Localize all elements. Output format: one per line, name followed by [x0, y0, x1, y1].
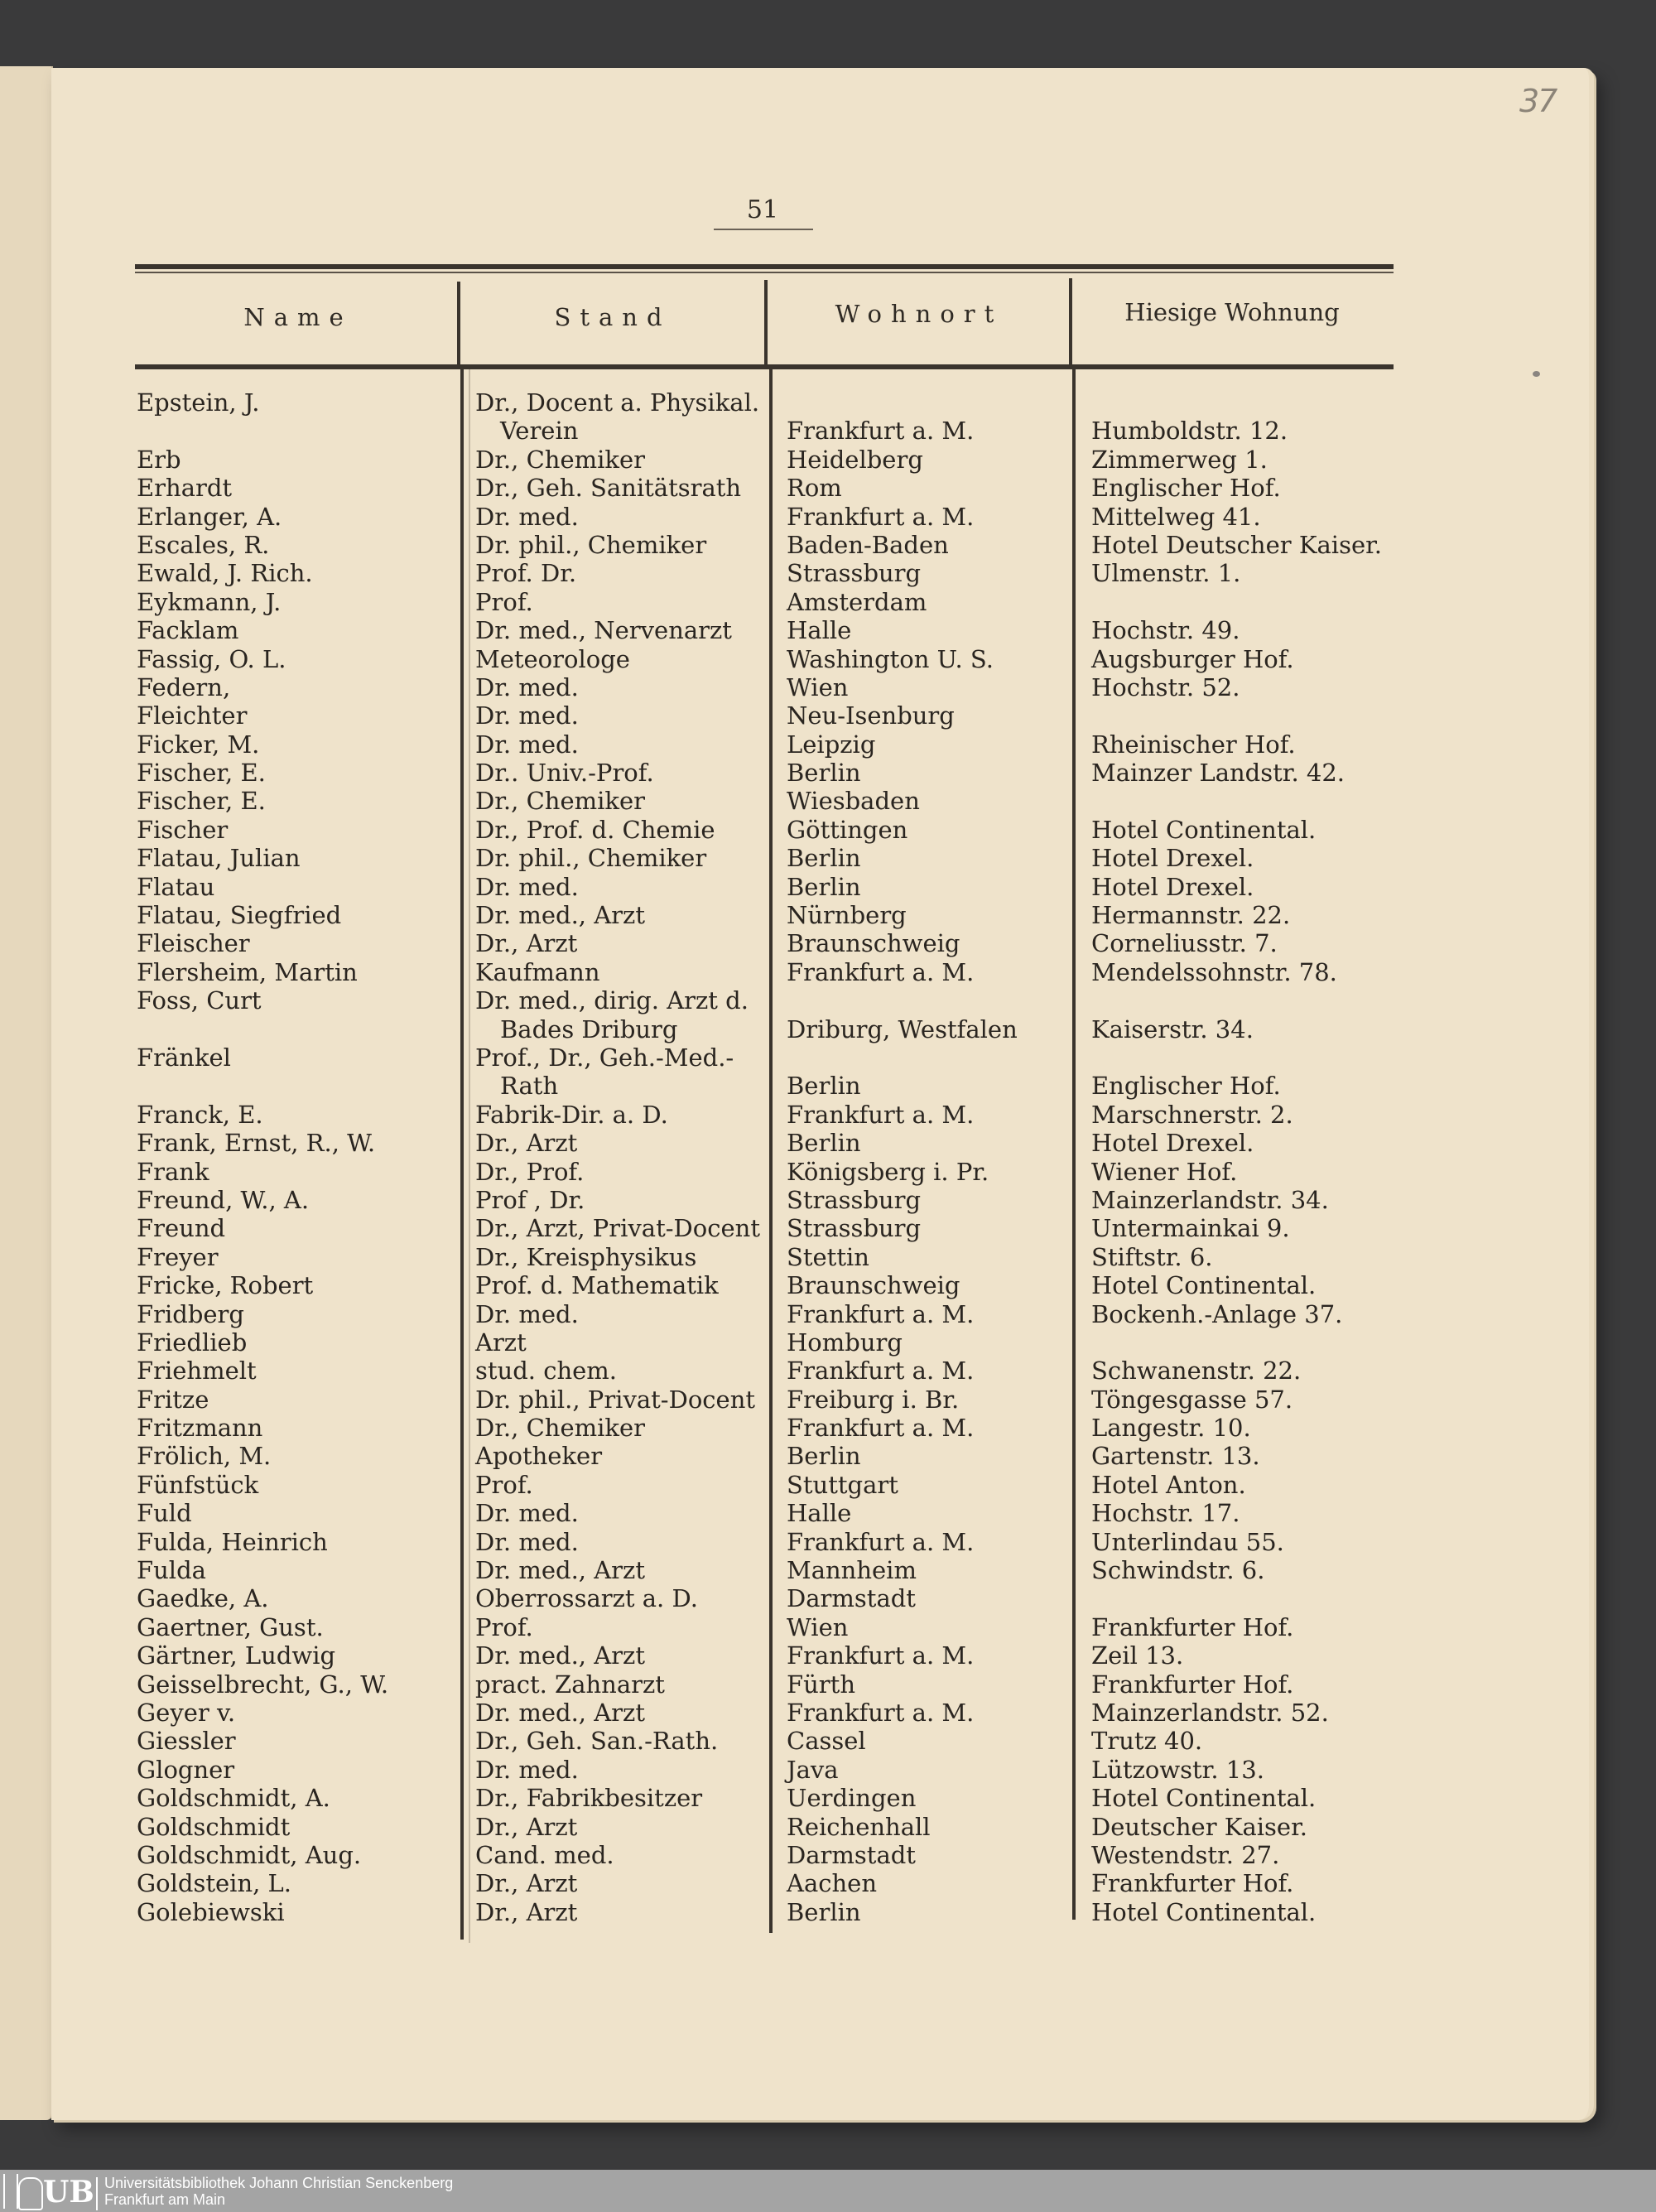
cell-name: Fränkel: [137, 1043, 231, 1072]
cell-name: Fassig, O. L.: [137, 644, 286, 673]
cell-wohnort: Frankfurt a. M.: [787, 1100, 975, 1129]
cell-stand: Dr. med.: [475, 672, 579, 701]
cell-stand: Dr. med., Arzt: [475, 901, 645, 930]
cell-stand: Prof. d. Mathematik: [475, 1271, 719, 1300]
cell-name: Escales, R.: [137, 530, 270, 559]
cell-stand: Prof , Dr.: [475, 1185, 585, 1214]
cell-stand: Dr., Geh. San.-Rath.: [475, 1727, 719, 1756]
cell-wohnort: Homburg: [787, 1328, 903, 1357]
cell-name: Erhardt: [137, 474, 233, 503]
cell-hiesige: [1091, 588, 1382, 616]
cell-name: Giessler: [137, 1727, 236, 1756]
cell-name: [137, 417, 388, 445]
header-stand: Stand: [554, 303, 672, 331]
cell-hiesige: Hochstr. 52.: [1091, 672, 1240, 701]
cell-stand: Dr., Arzt, Privat-Docent: [475, 1214, 760, 1243]
cell-hiesige: Stiftstr. 6.: [1091, 1242, 1213, 1271]
cell-wohnort: Mannheim: [787, 1556, 917, 1585]
cell-name: Eykmann, J.: [137, 587, 282, 616]
cell-stand: Dr. med.: [475, 872, 579, 901]
cell-hiesige: Frankfurter Hof.: [1091, 1670, 1294, 1699]
cell-hiesige: Gartenstr. 13.: [1091, 1442, 1260, 1471]
cell-stand: Dr., Arzt: [475, 1812, 578, 1841]
cell-stand: Dr., Prof.: [475, 1157, 585, 1186]
cell-stand: Oberrossarzt a. D.: [475, 1584, 698, 1613]
cell-stand: Dr. phil., Privat-Docent: [475, 1385, 756, 1414]
logo-letters: UB: [43, 2175, 94, 2210]
cell-stand: Dr., Kreisphysikus: [475, 1242, 697, 1271]
cell-name: Fuld: [137, 1499, 192, 1528]
cell-hiesige: Mainzer Landstr. 42.: [1091, 759, 1346, 788]
cell-name: Fridberg: [137, 1299, 244, 1328]
cell-name: Geyer v.: [137, 1698, 236, 1727]
table-top-rule: [135, 264, 1394, 269]
cell-stand: Bades Driburg: [500, 1014, 678, 1043]
bleedthrough-line: [469, 369, 470, 1943]
cell-wohnort: Washington U. S.: [787, 644, 994, 673]
cell-name: Fünfstück: [137, 1470, 259, 1499]
cell-wohnort: Frankfurt a. M.: [787, 1414, 975, 1443]
cell-hiesige: Rheinischer Hof.: [1091, 730, 1296, 759]
cell-name: Fritzmann: [137, 1414, 263, 1443]
cell-hiesige: Schwanenstr. 22.: [1091, 1357, 1302, 1386]
cell-hiesige: Unterlindau 55.: [1091, 1527, 1284, 1556]
cell-stand: Dr. med., Arzt: [475, 1556, 645, 1585]
cell-name: Goldstein, L.: [137, 1869, 292, 1898]
cell-wohnort: Berlin: [787, 1072, 861, 1101]
cell-name: Friedlieb: [137, 1328, 248, 1357]
cell-name: Foss, Curt: [137, 986, 262, 1015]
cell-hiesige: Langestr. 10.: [1091, 1414, 1251, 1443]
cell-name: Freund: [137, 1214, 226, 1243]
header-separator-2: [764, 280, 768, 369]
cell-wohnort: Cassel: [787, 1727, 866, 1756]
cell-stand: Dr. med.: [475, 1755, 579, 1784]
cell-name: Freyer: [137, 1242, 219, 1271]
cell-stand: Cand. med.: [475, 1840, 614, 1869]
cell-name: Goldschmidt, Aug.: [137, 1840, 362, 1869]
pencil-annotation: 37: [1519, 83, 1557, 119]
cell-hiesige: Ulmenstr. 1.: [1091, 559, 1241, 588]
cell-name: Frank: [137, 1157, 209, 1186]
cell-hiesige: Hotel Drexel.: [1091, 872, 1254, 901]
cell-wohnort: Strassburg: [787, 1214, 922, 1243]
cell-stand: Dr. med., Arzt: [475, 1698, 645, 1727]
cell-name: Gaertner, Gust.: [137, 1612, 324, 1641]
cell-wohnort: Reichenhall: [787, 1812, 931, 1841]
cell-wohnort: Braunschweig: [787, 1271, 960, 1300]
cell-hiesige: [1091, 1328, 1382, 1357]
cell-name: Flatau, Siegfried: [137, 901, 342, 930]
cell-hiesige: Marschnerstr. 2.: [1091, 1100, 1293, 1129]
cell-hiesige: Hotel Continental.: [1091, 1784, 1317, 1813]
cell-name: Glogner: [137, 1755, 235, 1784]
cell-wohnort: Frankfurt a. M.: [787, 502, 975, 531]
cell-stand: Dr. med.: [475, 1527, 579, 1556]
cell-hiesige: [1091, 986, 1382, 1014]
portrait-icon: [18, 2177, 43, 2210]
cell-hiesige: Töngesgasse 57.: [1091, 1385, 1293, 1414]
cell-name: Geisselbrecht, G., W.: [137, 1670, 389, 1699]
column-wohnort: [787, 388, 1018, 1926]
cell-name: Erlanger, A.: [137, 502, 282, 531]
cell-stand: Meteorologe: [475, 644, 630, 673]
cell-hiesige: Hotel Deutscher Kaiser.: [1091, 530, 1383, 559]
cell-stand: Dr. med.: [475, 502, 579, 531]
cell-name: Flersheim, Martin: [137, 957, 358, 986]
header-separator-3: [1069, 278, 1072, 368]
cell-name: Flatau: [137, 872, 215, 901]
cell-hiesige: Deutscher Kaiser.: [1091, 1812, 1307, 1841]
cell-wohnort: Berlin: [787, 759, 861, 788]
cell-wohnort: Berlin: [787, 1897, 861, 1926]
cell-hiesige: Humboldstr. 12.: [1091, 417, 1288, 446]
cell-wohnort: Freiburg i. Br.: [787, 1385, 960, 1414]
cell-hiesige: Kaiserstr. 34.: [1091, 1014, 1254, 1043]
cell-name: Fulda: [137, 1556, 206, 1585]
institution-city: Frankfurt am Main: [104, 2191, 226, 2208]
cell-stand: Dr.. Univ.-Prof.: [475, 759, 654, 788]
cell-wohnort: Stettin: [787, 1242, 869, 1271]
cell-wohnort: Fürth: [787, 1670, 855, 1699]
cell-stand: Dr. med., Arzt: [475, 1641, 645, 1670]
cell-hiesige: Lützowstr. 13.: [1091, 1755, 1264, 1784]
cell-wohnort: Leipzig: [787, 730, 876, 759]
header-separator-1: [457, 282, 460, 369]
page-number: 51: [746, 195, 779, 224]
cell-hiesige: Hotel Continental.: [1091, 1897, 1317, 1926]
cell-wohnort: Wiesbaden: [787, 787, 920, 816]
cell-hiesige: Augsburger Hof.: [1091, 644, 1294, 673]
cell-hiesige: Hochstr. 17.: [1091, 1499, 1240, 1528]
column-separator-3: [1072, 369, 1076, 1920]
cell-name: Frank, Ernst, R., W.: [137, 1129, 376, 1158]
cell-hiesige: Englischer Hof.: [1091, 1072, 1281, 1101]
cell-name: Goldschmidt, A.: [137, 1784, 330, 1813]
cell-wohnort: Heidelberg: [787, 445, 923, 474]
cell-name: Fritze: [137, 1385, 209, 1414]
cell-wohnort: Driburg, Westfalen: [787, 1014, 1018, 1043]
cell-wohnort: Uerdingen: [787, 1784, 917, 1813]
cell-stand: Dr., Chemiker: [475, 445, 645, 474]
cell-wohnort: Amsterdam: [787, 587, 927, 616]
cell-hiesige: Frankfurter Hof.: [1091, 1612, 1294, 1641]
cell-wohnort: Frankfurt a. M.: [787, 1357, 975, 1386]
column-stand: [475, 388, 760, 1926]
cell-wohnort: Darmstadt: [787, 1840, 916, 1869]
cell-hiesige: Zimmerweg 1.: [1091, 445, 1268, 474]
cell-stand: Dr. med.: [475, 701, 579, 730]
cell-stand: Apotheker: [475, 1442, 603, 1471]
cell-wohnort: Darmstadt: [787, 1584, 916, 1613]
cell-wohnort: Königsberg i. Pr.: [787, 1157, 989, 1186]
cell-wohnort: Strassburg: [787, 559, 922, 588]
cell-name: Ewald, J. Rich.: [137, 559, 313, 588]
cell-stand: Dr., Chemiker: [475, 787, 645, 816]
facing-page-edge: [0, 66, 53, 2120]
cell-name: Goldschmidt: [137, 1812, 291, 1841]
cell-stand: Dr., Arzt: [475, 1897, 578, 1926]
cell-wohnort: [787, 1043, 1018, 1072]
cell-wohnort: Frankfurt a. M.: [787, 1299, 975, 1328]
cell-name: Fischer, E.: [137, 759, 266, 788]
cell-name: Fleichter: [137, 701, 248, 730]
cell-stand: Verein: [500, 417, 579, 446]
cell-stand: Dr., Arzt: [475, 1129, 578, 1158]
cell-stand: Dr. phil., Chemiker: [475, 530, 707, 559]
cell-name: Erb: [137, 445, 181, 474]
cell-wohnort: Baden-Baden: [787, 530, 949, 559]
cell-stand: Dr. med.: [475, 730, 579, 759]
cell-hiesige: Hotel Drexel.: [1091, 844, 1254, 873]
ub-logo: [3, 2174, 96, 2209]
cell-hiesige: Mittelweg 41.: [1091, 502, 1261, 531]
page-number-underline: [714, 229, 813, 230]
cell-wohnort: [787, 986, 1018, 1014]
cell-wohnort: Strassburg: [787, 1185, 922, 1214]
cell-wohnort: Frankfurt a. M.: [787, 417, 975, 446]
cell-wohnort: Berlin: [787, 1442, 861, 1471]
cell-hiesige: [1091, 701, 1382, 730]
cell-hiesige: Bockenh.-Anlage 37.: [1091, 1299, 1343, 1328]
cell-stand: Dr., Arzt: [475, 929, 578, 958]
cell-name: Friehmelt: [137, 1357, 257, 1386]
cell-hiesige: Mendelssohnstr. 78.: [1091, 957, 1337, 986]
cell-hiesige: [1091, 388, 1382, 417]
cell-stand: pract. Zahnarzt: [475, 1670, 665, 1699]
cell-stand: Dr., Docent a. Physikal.: [475, 388, 760, 417]
cell-wohnort: Berlin: [787, 1129, 861, 1158]
institution-name: Universitätsbibliothek Johann Christian Senckenberg: [104, 2175, 454, 2191]
cell-hiesige: [1091, 1043, 1382, 1072]
cell-stand: Prof.: [475, 1470, 533, 1499]
cell-wohnort: Halle: [787, 1499, 852, 1528]
cell-wohnort: Rom: [787, 474, 842, 503]
cell-wohnort: Nürnberg: [787, 901, 907, 930]
cell-name: Golebiewski: [137, 1897, 285, 1926]
logo-divider: [96, 2177, 98, 2210]
cell-hiesige: [1091, 1584, 1382, 1612]
cell-name: Flatau, Julian: [137, 844, 301, 873]
cell-hiesige: Hotel Anton.: [1091, 1470, 1246, 1499]
cell-hiesige: Hotel Drexel.: [1091, 1129, 1254, 1158]
cell-wohnort: Aachen: [787, 1869, 877, 1898]
cell-stand: Dr., Fabrikbesitzer: [475, 1784, 703, 1813]
cell-hiesige: Hotel Continental.: [1091, 815, 1317, 844]
header-wohnort: Wohnort: [835, 300, 1004, 328]
cell-stand: Prof., Dr., Geh.-Med.-: [475, 1043, 734, 1072]
cell-hiesige: Hotel Continental.: [1091, 1271, 1317, 1300]
cell-stand: Prof.: [475, 587, 533, 616]
cell-stand: Dr. med.: [475, 1299, 579, 1328]
cell-hiesige: Westendstr. 27.: [1091, 1840, 1280, 1869]
cell-stand: Kaufmann: [475, 957, 600, 986]
cell-stand: Dr., Chemiker: [475, 1414, 645, 1443]
cell-hiesige: [1091, 787, 1382, 815]
cell-name: [137, 1072, 388, 1100]
cell-wohnort: Göttingen: [787, 815, 908, 844]
cell-wohnort: Frankfurt a. M.: [787, 1641, 975, 1670]
cell-stand: Dr. med., Nervenarzt: [475, 616, 732, 645]
cell-wohnort: Berlin: [787, 872, 861, 901]
logo-bars-icon: [3, 2174, 18, 2209]
column-name: [137, 388, 388, 1926]
cell-name: Federn,: [137, 672, 231, 701]
cell-stand: Fabrik-Dir. a. D.: [475, 1100, 668, 1129]
cell-hiesige: Mainzerlandstr. 52.: [1091, 1698, 1329, 1727]
cell-hiesige: Englischer Hof.: [1091, 474, 1281, 503]
cell-name: Fulda, Heinrich: [137, 1527, 328, 1556]
cell-stand: Dr. med., dirig. Arzt d.: [475, 986, 749, 1015]
cell-wohnort: Berlin: [787, 844, 861, 873]
cell-name: Fleischer: [137, 929, 250, 958]
table-top-rule-thin: [135, 272, 1394, 273]
cell-wohnort: Wien: [787, 1612, 849, 1641]
cell-hiesige: Hochstr. 49.: [1091, 616, 1240, 645]
cell-name: Fischer, E.: [137, 787, 266, 816]
cell-name: Frölich, M.: [137, 1442, 272, 1471]
header-name: Name: [243, 303, 353, 331]
cell-wohnort: Frankfurt a. M.: [787, 1527, 975, 1556]
library-footer: [0, 2170, 1656, 2212]
cell-name: Fischer: [137, 815, 229, 844]
cell-name: Fricke, Robert: [137, 1271, 314, 1300]
column-separator-1: [460, 369, 464, 1940]
cell-hiesige: Untermainkai 9.: [1091, 1214, 1290, 1243]
footer-text: [104, 2175, 453, 2208]
column-separator-2: [769, 369, 773, 1933]
cell-name: Freund, W., A.: [137, 1185, 310, 1214]
cell-hiesige: Zeil 13.: [1091, 1641, 1184, 1670]
cell-wohnort: Braunschweig: [787, 929, 960, 958]
cell-name: Ficker, M.: [137, 730, 260, 759]
cell-stand: Rath: [500, 1072, 559, 1101]
column-hiesige-wohnung: [1091, 388, 1382, 1926]
cell-stand: Dr. phil., Chemiker: [475, 844, 707, 873]
cell-wohnort: Java: [787, 1755, 839, 1784]
header-hiesige-wohnung: Hiesige Wohnung: [1124, 298, 1340, 326]
cell-wohnort: Frankfurt a. M.: [787, 957, 975, 986]
cell-stand: Arzt: [475, 1328, 527, 1357]
cell-hiesige: Wiener Hof.: [1091, 1157, 1238, 1186]
cell-name: [137, 1015, 388, 1043]
cell-stand: Dr. med.: [475, 1499, 579, 1528]
cell-hiesige: Mainzerlandstr. 34.: [1091, 1185, 1329, 1214]
cell-hiesige: Frankfurter Hof.: [1091, 1869, 1294, 1898]
cell-stand: Dr., Geh. Sanitätsrath: [475, 474, 742, 503]
cell-stand: Dr., Arzt: [475, 1869, 578, 1898]
cell-hiesige: Hermannstr. 22.: [1091, 901, 1291, 930]
cell-name: Gärtner, Ludwig: [137, 1641, 336, 1670]
cell-wohnort: [787, 388, 1018, 417]
cell-stand: stud. chem.: [475, 1357, 618, 1386]
cell-hiesige: Corneliusstr. 7.: [1091, 929, 1278, 958]
cell-wohnort: Neu-Isenburg: [787, 701, 955, 730]
cell-name: Gaedke, A.: [137, 1584, 269, 1613]
cell-hiesige: Trutz 40.: [1091, 1727, 1203, 1756]
cell-name: Franck, E.: [137, 1100, 263, 1129]
cell-stand: Prof. Dr.: [475, 559, 577, 588]
cell-name: Epstein, J.: [137, 388, 260, 417]
cell-name: Facklam: [137, 616, 239, 645]
cell-wohnort: Wien: [787, 672, 849, 701]
cell-stand: Prof.: [475, 1612, 533, 1641]
cell-stand: Dr., Prof. d. Chemie: [475, 815, 715, 844]
ink-dot: [1533, 371, 1540, 377]
cell-hiesige: Schwindstr. 6.: [1091, 1556, 1265, 1585]
cell-wohnort: Frankfurt a. M.: [787, 1698, 975, 1727]
cell-wohnort: Stuttgart: [787, 1470, 898, 1499]
cell-wohnort: Halle: [787, 616, 852, 645]
